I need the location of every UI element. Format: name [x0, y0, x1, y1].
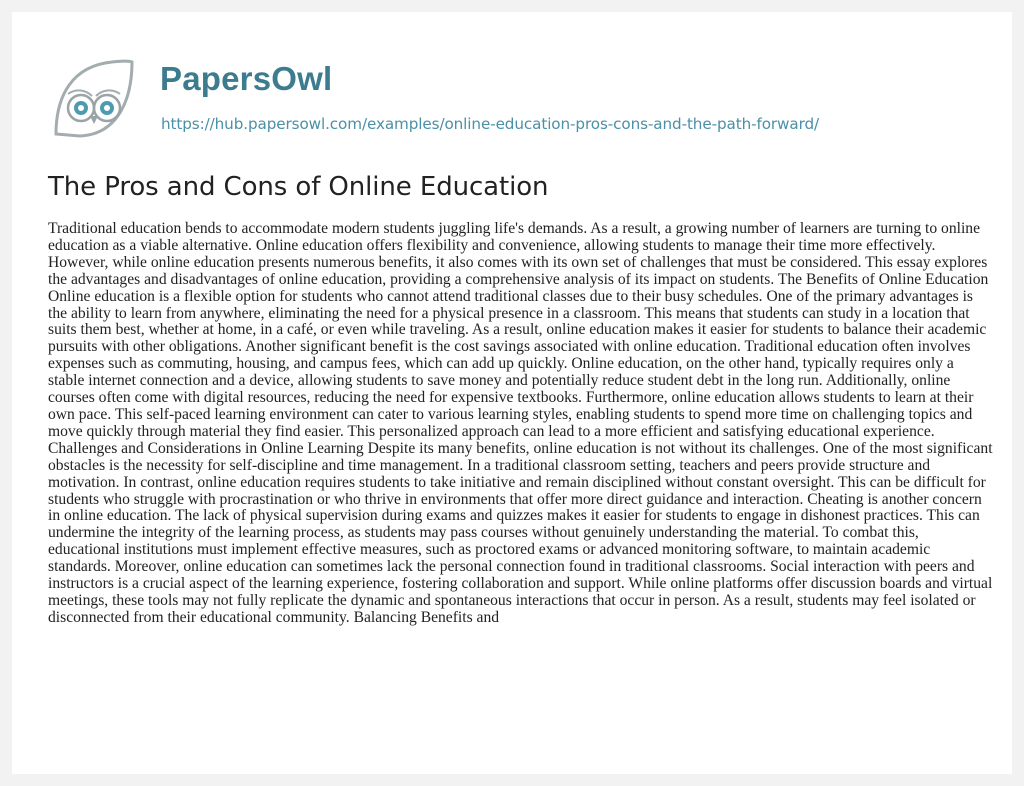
header	[50, 56, 1000, 166]
article-body: Traditional education bends to accommodate modern students juggling life's demands. As a result, a growing number of learners are turning to online education as a viable alternative. Online education offers flexibility and convenience, allowing students to manage their time more effectively. However, while online education presents numerous benefits, it also comes with its own set of challenges that must be considered. This essay explores the advantages and disadvantages of online education, providing a comprehensive analysis of its impact on students. The Benefits of Online Education Online education is a flexible option for students who cannot attend traditional classes due to their busy schedules. One of the primary advantages is the ability to learn from anywhere, eliminating the need for a physical presence in a classroom. This means that students can study in a location that suits them best, whether at home, in a café, or even while traveling. As a result, online education makes it easier for students to balance their academic pursuits with other obligations. Another significant benefit is the cost savings associated with online education. Traditional education often involves expenses such as commuting, housing, and campus fees, which can add up quickly. Online education, on the other hand, typically requires only a stable internet connection and a device, allowing students to save money and potentially reduce student debt in the long run. Additionally, online courses often come with digital resources, reducing the need for expensive textbooks. Furthermore, online education allows students to learn at their own pace. This self-paced learning environment can cater to various learning styles, enabling students to spend more time on challenging topics and move quickly through material they find easier. This personalized approach can lead to a more efficient and satisfying educational experience. Challenges and Considerations in Online Learning Despite its many benefits, online education is not without its challenges. One of the most significant obstacles is the necessity for self-discipline and time management. In a traditional classroom setting, teachers and peers provide structure and motivation. In contrast, online education requires students to take initiative and remain disciplined without constant oversight. This can be difficult for students who struggle with procrastination or who thrive in environments that offer more direct guidance and interaction. Cheating is another concern in online education. The lack of physical supervision during exams and quizzes makes it easier for students to engage in dishonest practices. This can undermine the integrity of the learning process, as students may pass courses without genuinely understanding the material. To combat this, educational institutions must implement effective measures, such as proctored exams or advanced monitoring software, to maintain academic standards. Moreover, online education can sometimes lack the personal connection found in traditional classrooms. Social interaction with peers and instructors is a crucial aspect of the learning experience, fostering collaboration and support. While online platforms offer discussion boards and virtual meetings, these tools may not fully replicate the dynamic and spontaneous interactions that occur in person. As a result, students may feel isolated or disconnected from their educational community. Balancing Benefits and	[48, 220, 993, 626]
page-title: The Pros and Cons of Online Education	[48, 172, 549, 202]
brand-name: PapersOwl	[160, 60, 333, 97]
owl-logo-icon	[50, 56, 134, 140]
source-url-link[interactable]: https://hub.papersowl.com/examples/online-education-pros-cons-and-the-path-forward/	[161, 115, 820, 133]
document-page	[12, 12, 1012, 774]
